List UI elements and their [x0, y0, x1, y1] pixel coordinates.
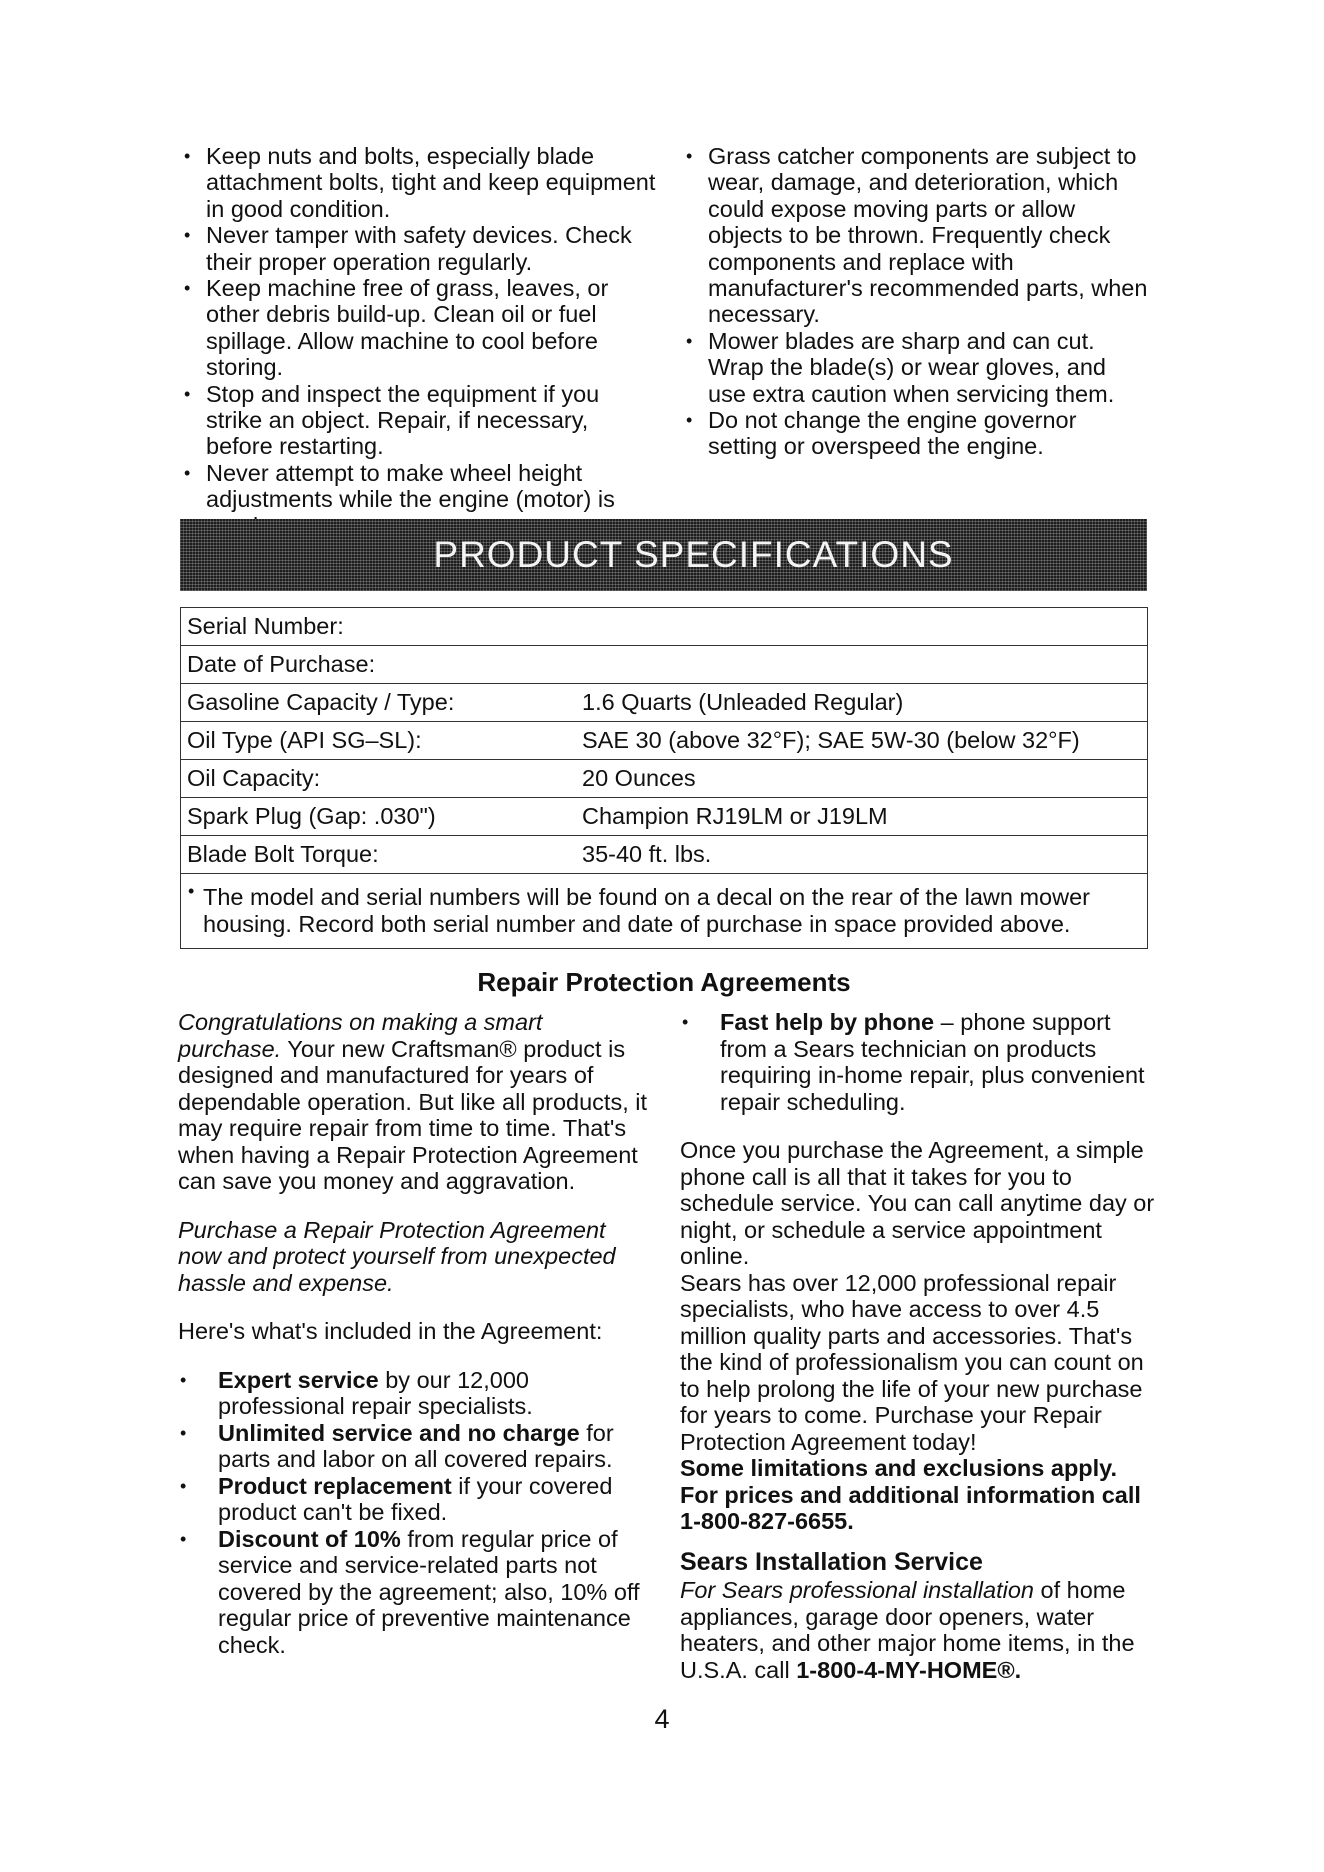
spec-value: 35-40 ft. lbs.	[576, 836, 1148, 874]
benefit-text: from regular price of service and service-related parts not covered by the agreement; also, 10% off regular price of preventive maintenance check.	[218, 1525, 640, 1658]
installation-phone: 1-800-4-MY-HOME®.	[796, 1656, 1022, 1683]
included-intro: Here's what's included in the Agreement:	[178, 1318, 603, 1344]
safety-item: • Stop and inspect the equipment if you strike an object. Repair, if necessary, before restarting.	[178, 381, 658, 460]
installation-rest: of home appliances, garage door openers, water heaters, and other major home items, in the U.S.A. call	[680, 1577, 1135, 1683]
benefit-text: by our 12,000 professional repair specialists.	[218, 1366, 533, 1419]
benefit-item	[178, 1420, 648, 1473]
safety-item: • Grass catcher components are subject to wear, damage, and deterioration, which could expose moving parts or allow objects to be thrown. Frequently check components and replace with manufacturer's recommended parts, when necessary.	[680, 143, 1150, 328]
safety-list-left	[178, 143, 658, 539]
spec-table	[180, 607, 1148, 949]
benefit-title: Discount of 10%	[218, 1525, 401, 1552]
spec-label: Spark Plug (Gap: .030")	[181, 798, 577, 836]
spec-label: Blade Bolt Torque:	[181, 836, 577, 874]
intro-rest: Your new Craftsman® product is designed and manufactured for years of dependable operation. But like all products, it may require repair from time to time. That's when having a Repair Protection Agreement can save you money and aggravation.	[178, 1035, 648, 1194]
product-specifications-banner	[180, 519, 1147, 591]
purchase-callout: Purchase a Repair Protection Agreement now and protect yourself from unexpected hassle and expense.	[178, 1216, 616, 1296]
benefit-item	[178, 1367, 648, 1420]
installation-heading: Sears Installation Service	[680, 1547, 983, 1576]
benefit-text: – phone support from a Sears technician on products requiring in-home repair, plus convenient repair scheduling.	[720, 1009, 1145, 1115]
safety-list-right	[680, 143, 1150, 460]
repair-heading: Repair Protection Agreements	[477, 967, 851, 997]
spec-note-cell	[181, 874, 1148, 949]
spec-row	[181, 760, 1148, 798]
benefit-item	[178, 1473, 648, 1526]
spec-value: 1.6 Quarts (Unleaded Regular)	[576, 684, 1148, 722]
safety-item: • Do not change the engine governor setting or overspeed the engine.	[680, 407, 1150, 460]
agreement-benefits-list	[178, 1367, 648, 1659]
once-purchased-text: Once you purchase the Agreement, a simple phone call is all that it takes for you to schedule service. You can call anytime day or night, or schedule a service appointment online.	[680, 1137, 1155, 1269]
limitations-text: Some limitations and exclusions apply. For prices and additional information call 1-800-827-6655.	[680, 1455, 1141, 1534]
safety-item: • Mower blades are sharp and can cut. Wrap the blade(s) or wear gloves, and use extra caution when servicing them.	[680, 328, 1150, 407]
spec-label: Serial Number:	[181, 608, 577, 646]
installation-text	[680, 1577, 1155, 1683]
benefit-item	[178, 1526, 648, 1659]
benefit-text: if your covered product can't be fixed.	[218, 1472, 613, 1525]
spec-label: Oil Type (API SG–SL):	[181, 722, 577, 760]
repair-left-column	[178, 1009, 648, 1658]
spec-label: Date of Purchase:	[181, 646, 577, 684]
safety-item: • Keep nuts and bolts, especially blade attachment bolts, tight and keep equipment in good condition.	[178, 143, 658, 222]
spec-note: The model and serial numbers will be found on a decal on the rear of the lawn mower housing. Record both serial number and date of purchase in space provided above.	[203, 884, 1090, 937]
repair-intro	[178, 1009, 648, 1195]
safety-item: • Never attempt to make wheel height adjustments while the engine (motor) is	[178, 460, 658, 539]
spec-note-row	[181, 874, 1148, 949]
spec-value	[576, 608, 1148, 646]
spec-label: Gasoline Capacity / Type:	[181, 684, 577, 722]
bullet-dot: •	[188, 881, 195, 901]
spec-row	[181, 836, 1148, 874]
benefit-text: for parts and labor on all covered repairs.	[218, 1419, 614, 1472]
benefit-title: Unlimited service and no charge	[218, 1419, 580, 1446]
sears-specialists-text: Sears has over 12,000 professional repair specialists, who have access to over 4.5 million quality parts and accessories. That's the kind of professionalism you can count on to help prolong the life of your new purchase for years to come. Purchase your Repair Protection Agreement today!	[680, 1269, 1144, 1455]
benefit-title: Expert service	[218, 1366, 379, 1393]
spec-value: Champion RJ19LM or J19LM	[576, 798, 1148, 836]
benefit-title: Fast help by phone	[720, 1009, 935, 1035]
repair-right-column	[680, 1009, 1155, 1683]
spec-value: SAE 30 (above 32°F); SAE 5W-30 (below 32°F)	[576, 722, 1148, 760]
spec-row	[181, 646, 1148, 684]
spec-row	[181, 722, 1148, 760]
page-number: 4	[654, 1704, 670, 1734]
benefit-title: Product replacement	[218, 1472, 452, 1499]
intro-italic: Congratulations on making a smart purchase.	[178, 1009, 543, 1062]
banner-title: PRODUCT SPECIFICATIONS	[433, 534, 954, 575]
spec-row	[181, 608, 1148, 646]
spec-row	[181, 798, 1148, 836]
safety-item: • Never tamper with safety devices. Check their proper operation regularly.	[178, 222, 658, 275]
benefit-item	[680, 1009, 1155, 1115]
installation-italic: For Sears professional installation	[680, 1577, 1034, 1603]
spec-row	[181, 684, 1148, 722]
spec-value: 20 Ounces	[576, 760, 1148, 798]
spec-value	[576, 646, 1148, 684]
agreement-benefits-list-continued	[680, 1009, 1155, 1115]
spec-label: Oil Capacity:	[181, 760, 577, 798]
safety-item: • Keep machine free of grass, leaves, or other debris build-up. Clean oil or fuel spillage. Allow machine to cool before storing.	[178, 275, 658, 381]
